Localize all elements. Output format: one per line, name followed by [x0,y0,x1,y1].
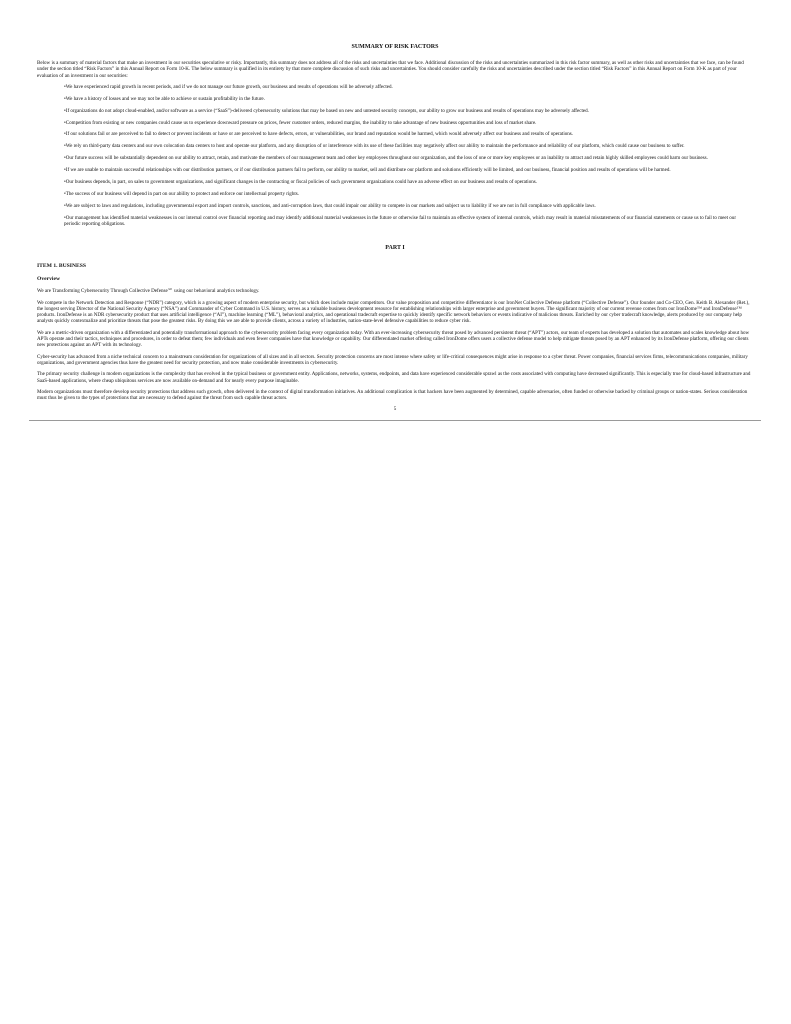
risk-bullet: •We are subject to laws and regulations, including governmental export and import controls, sanctions, and anti-corruption laws, that could impair our ability to compete in our markets and subject us to liability if we are not in full compliance with applicable laws. [64,202,596,209]
risk-bullet-list [37,84,753,227]
risk-bullet: •If our solutions fail or are perceived to fail to detect or prevent incidents or have or are perceived to have defects, errors, or vulnerabilities, our brand and reputation would be harmed, which would adversely affect our business and results of operations. [64,131,573,138]
risk-summary-title: SUMMARY OF RISK FACTORS [351,44,439,50]
body-paragraph: The primary security challenge in modern organizations is the complexity that has evolved in the typical business or government entity. Applications, networks, systems, endpoints, and data have experienced considerable sprawl as the costs associated with computing have decreased significantly. This is especially true for cloud-based infrastructure and SaaS-based applications, where cheap ubiquitous services are now available on-demand and for nearly every purpose imaginable. [37,371,751,384]
body-paragraph: We are a metric-driven organization with a differentiated and potentially transformational approach to the cybersecurity problem facing every organization today. With an ever-increasing cybersecurity threat posed by advanced persistent threat (“APT”) actors, our team of experts has developed a solution that automates and scales knowledge about how APTs operate and their tactics, techniques and procedures, in order to defeat them; few individuals and even fewer companies have that knowledge or capability. Our differentiated market offering called IronDome offers users a collective defense model to help mitigate threats posed by an APT enhanced by its IronDefense platform, offering our clients new protections against an APT with its technology. [37,329,750,349]
body-paragraph: We compete in the Network Detection and Response (“NDR”) category, which is a growing aspect of modern enterprise security, but which does include major competitors. Our value proposition and competitive differentiator is our IronNet Collective Defense platform (“Collective Defense”). Our founder and Co-CEO, Gen. Keith B. Alexander (Ret.), the longest serving Director of the National Security Agency (“NSA”) and Commander of Cyber Command in U.S. history, serves as a valuable business development resource for establishing relationships with larger enterprise and government buyers. The significant majority of our current revenue comes from our IronDome™ and IronDefense™ products. IronDefense is an NDR cybersecurity product that uses artificial intelligence (“AI”), machine learning (“ML”), behavioral analytics, and operational tradecraft expertise to quickly identify specific network behaviors or events indicative of malicious threats. Enriched by our cyber tradecraft knowledge, alerts produced by our company help analysts quickly contextualize and prioritize threats that pose the greatest risks. By doing this we are able to provide clients, across a variety of industries, nation-state-level defensive capabilities to reduce cyber risk. [37,299,750,325]
risk-bullet: •Our business depends, in part, on sales to government organizations, and significant changes in the contracting or fiscal policies of such government organizations could have an adverse effect on our business and results of operations. [64,179,537,186]
risk-bullet: •We have experienced rapid growth in recent periods, and if we do not manage our future growth, our business and results of operations will be adversely affected. [64,83,393,90]
risk-bullet: •Competition from existing or new companies could cause us to experience downward pressure on prices, fewer customer orders, reduced margins, the inability to take advantage of new business opportunities and loss of market share. [64,119,537,126]
body-paragraph: Cyber-security has advanced from a niche technical concern to a mainstream consideration for organizations of all sizes and in all sectors. Security protection concerns are most intense where safety or life-critical consequences might arise in response to a cyber threat. Power companies, financial services firms, telecommunications companies, military organizations, and government agencies thus have the greatest need for security protection, and now make considerable investments in cybersecurity. [37,353,748,366]
risk-bullet: •Our management has identified material weaknesses in our internal control over financial reporting and may identify additional material weaknesses in the future or otherwise fail to maintain an effective system of internal controls, which may result in material misstatements of our financial statements or cause us to fail to meet our periodic reporting obligations. [64,214,736,227]
page-number: 5 [393,406,397,413]
body-paragraph: Modern organizations must therefore develop security protections that address such growth, often delivered in the context of digital transformation initiatives. An additional complication is that hackers have been augmented by determined, capable adversaries, often funded or otherwise backed by criminal groups or nation-states. Serious consideration must thus be given to the types of protections that are necessary to defend against the threat from such capable threat actors. [37,388,748,402]
risk-bullet: •If organizations do not adopt cloud-enabled, and/or software as a service (“SaaS”)-delivered cybersecurity solutions that may be based on new and untested security concepts, our ability to grow our business and results of operations may be adversely affected. [64,107,589,114]
risk-bullet: •If we are unable to maintain successful relationships with our distribution partners, or if our distribution partners fail to perform, our ability to market, sell and distribute our platform and solutions efficiently will be limited, and our business, financial position and results of operations will be harmed. [64,167,671,174]
risk-bullet: •We rely on third-party data centers and our own colocation data centers to host and operate our platform, and any disruption of or interference with its use of these facilities may negatively affect our ability to maintain the performance and reliability of our platform, which could cause our business to suffer. [64,143,685,150]
overview-heading: Overview [37,275,60,282]
body-paragraph: We are Transforming Cybersecurity Through Collective Defense℠ using our behavioral analytics technology. [37,288,260,295]
page-divider [29,420,761,421]
risk-summary-intro: Below is a summary of material factors that make an investment in our securities speculative or risky. Importantly, this summary does not address all of the risks and uncertainties that we face. Additional discussion of the risks and uncertainties summarized in this risk factor summary, as well as other risks and uncertainties that we face, can be found under the section titled “Risk Factors” in this Annual Report on Form 10-K. The below summary is qualified in its entirety by that more complete discussion of such risks and uncertainties. You should consider carefully the risks and uncertainties described under the section titled “Risk Factors” in this Annual Report on Form 10-K as part of your evaluation of an investment in our securities: [37,60,744,79]
document-page [37,44,753,421]
risk-bullet: •The success of our business will depend in part on our ability to protect and enforce our intellectual property rights. [64,190,299,197]
item-heading: ITEM 1. BUSINESS [37,263,86,270]
risk-bullet: •We have a history of losses and we may not be able to achieve or sustain profitability in the future. [64,95,265,102]
risk-bullet: •Our future success will be substantially dependent on our ability to attract, retain, and motivate the members of our management team and other key employees throughout our organization, and the loss of one or more key employees or an inability to attract and retain highly skilled employees could harm our business. [64,155,708,162]
part-title: PART I [385,245,405,252]
